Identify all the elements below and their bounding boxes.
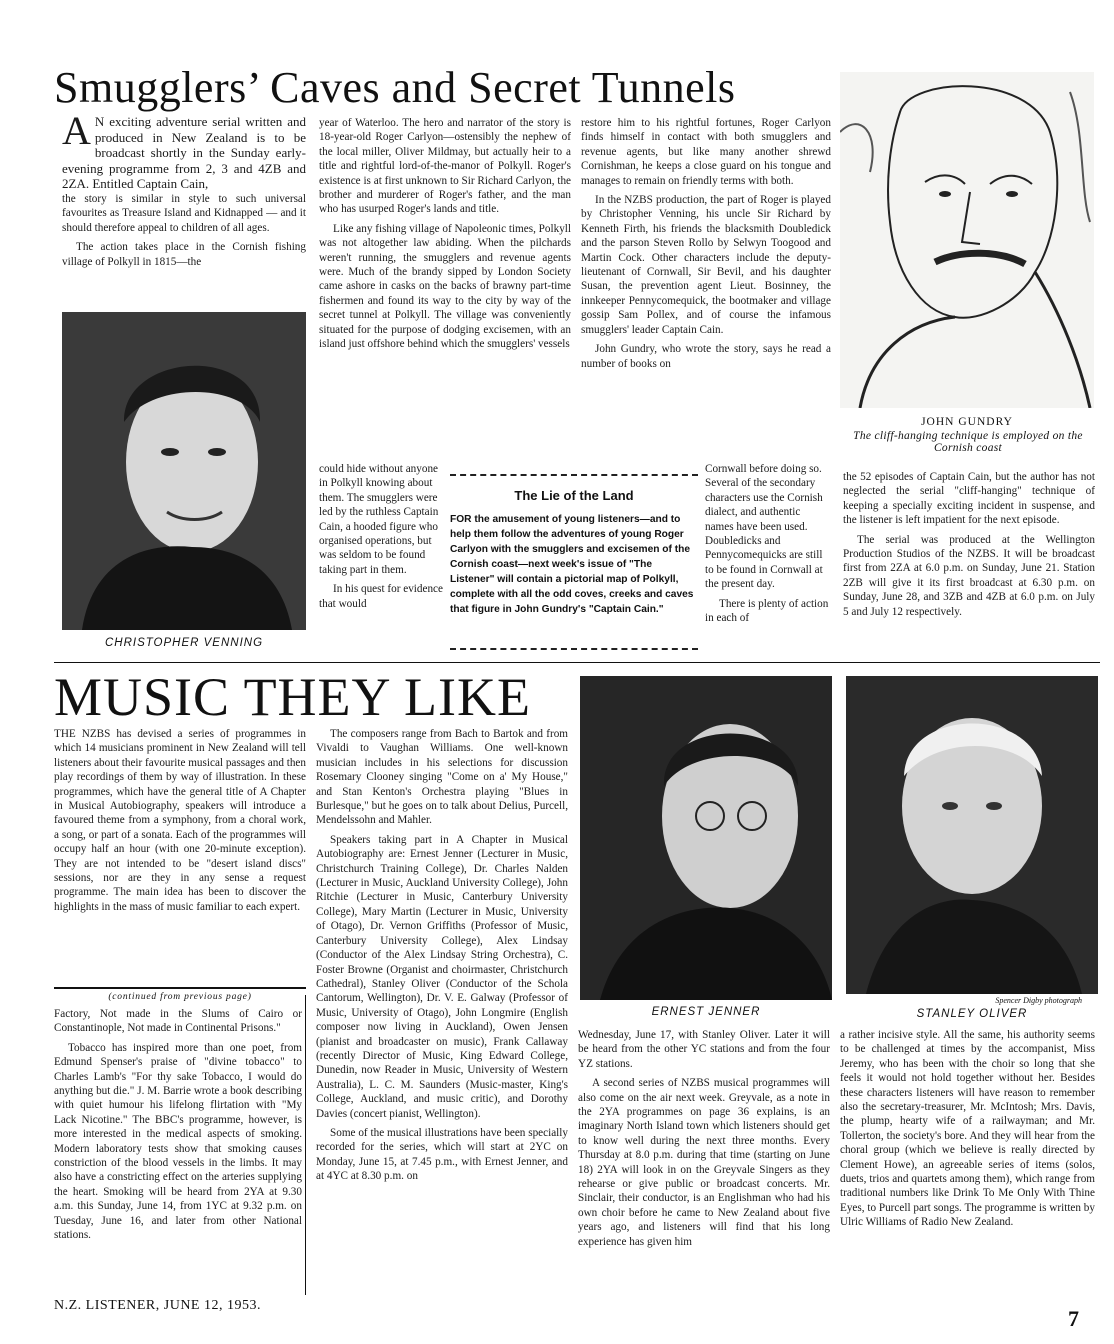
- box-title: The Lie of the Land: [514, 488, 634, 503]
- lead-paragraph: [62, 114, 306, 192]
- ernest-jenner-photo: [580, 676, 832, 1000]
- article1-column-2: [319, 116, 571, 462]
- box-text: FOR the amusement of young listeners—and to help them follow the adventures of young Roger Carlyon with the smugglers and excisemen of the Cornish coast—next week's issue of "The Listener" will contain a pictorial map of Polkyll, complete with all the odd coves, creeks and caves that figure in John Gundry's "Captain Cain.": [450, 513, 694, 615]
- paragraph: Speakers taking part in A Chapter in Musical Autobiography are: Ernest Jenner (Lecturer in Music, Christchurch Training College), Dr. Charles Nalden (Lecturer in Music, Auckland University College), John Ritchie (Lecturer in Music, Canterbury University College), Mary Martin (Lecturer in Music, University of Otago), Dr. Vernon Griffiths (Professor of Music, Canterbury University College), Alex Lindsay (Conductor of the Alex Lindsay String Orchestra), C. Foster Browne (Organist and choirmaster, Christchurch Cathedral), Stanley Oliver (Conductor of the Schola Cantorum, Wellington), Dr. V. E. Galway (Professor of Music, University of Otago), John Longmire (English composer now living in Auckland), Owen Jensen (pianist and broadcaster on music), Frank Callaway (recently Director of Music, King Edward College, Dunedin, now Reader in Music, University of Western Australia), L. C. M. Saunders (Music-master, King's College, Auckland, and music critic), and Dorothy Davies (concert pianist, Wellington).: [316, 833, 568, 1120]
- photo-credit: Spencer Digby photograph: [995, 996, 1082, 1005]
- article2-column-2: [316, 727, 568, 1299]
- paragraph: Tobacco has inspired more than one poet, from Edmund Spenser's praise of "divine tobacco" to Charles Lamb's "For thy sake Tobacco, I would do anything but die." J. M. Barrie wrote a book describing with quiet humour his lifelong flirtation with "My Lack Nicotine." The BBC's programme, however, is more interested in the medical aspects of smoking. Modern laboratory tests show that smoking causes constriction of the blood vessels in the limbs. It may also have a constricting effect on the arteries supplying the heart. Smoking will be heard from 2YA at 9.30 a.m. this Sunday, June 14, from 1YC at 9.32 p.m. on Tuesday, June 16, and later from other National stations.: [54, 1041, 302, 1242]
- page-number: 7: [1068, 1306, 1080, 1331]
- paragraph: The composers range from Bach to Bartok and from Vivaldi to Vaughan Williams. One well-known musician includes in his selections for discussion Rosemary Clooney singing "Come on a' My House," and Stan Kenton's Orchestra playing "Blues in Burlesque," but he goes on to talk about Delius, Purcell, Mendelssohn and Mahler.: [316, 728, 568, 827]
- paragraph: A second series of NZBS musical programmes will also come on the air next week. Greyvale, as a note in the 2YA programmes on page 36 explains, is an imaginary North Island town which listeners should get to know well during the next three months. Every Thursday at 8.0 p.m. during that time (starting on June 18) 2YA will look in on the Greyvale Singers as they rehearse or give public or broadcast concerts. Mr. Sinclair, their conductor, is an Englishman who had his own choir before he came to New Zealand about five years ago, and listeners will find that his long experience has given him: [578, 1077, 830, 1248]
- paragraph: In the NZBS production, the part of Roger is played by Christopher Venning, his uncle Sir Richard by Kenneth Firth, his friends the blacksmith Doubledick and the parson Steven Rollo by Selwyn Toogood and Martin Cock. Other characters include the deputy-lieutenant of Cornwall, Sir Bevil, and his daughter Susan, the prevention agent Lieut. Bosinney, the innkeeper Pennycomequick, the bootmaker and village gossip Sam Pollex, and of course the infamous smugglers' leader Captain Cain.: [581, 194, 831, 336]
- paragraph: the 52 episodes of Captain Cain, but the author has not neglected the serial "cliff-hanging" technique of keeping a specially exciting incident in suspense, and the listener is left impatient for the next episode.: [843, 471, 1095, 527]
- paragraph: There is plenty of action in each of: [705, 597, 829, 625]
- column-divider: [305, 995, 306, 1295]
- paragraph: THE NZBS has devised a series of programmes in which 14 musicians prominent in New Zealand will tell listeners about their favourite musical passages and then play recordings of them by way of illustration. In these programmes, which have the general title of A Chapter in Musical Autobiography, speakers will introduce a favoured theme from a symphony, from a choral work, a song, or part of a sonata. Each of the programmes will occupy half an hour (with one 20-minute exception). They are not intended to be "desert island discs" sessions, nor are they in any sense a request programme. The main idea has been to discover the highlights in the mass of music familiar to each expert.: [54, 728, 306, 913]
- caption-stanley-oliver: STANLEY OLIVER: [916, 1008, 1028, 1020]
- paragraph: Like any fishing village of Napoleonic times, Polkyll was not altogether law abiding. When the pilchards weren't running, the smugglers and revenue agents were. Much of the brandy sipped by London Society came ashore in casks on the backs of brawny part-time fishermen and found its way to the city by way of the secret tunnel at Polkyll. The village was conveniently situated for the purpose of dodging excisemen, with an island just offshore behind which the smugglers' vessels: [319, 222, 571, 351]
- caption-gundry-text: The cliff-hanging technique is employed on the Cornish coast: [853, 430, 1083, 454]
- caption-ernest-jenner: ERNEST JENNER: [651, 1006, 761, 1018]
- article1-column-3: [581, 116, 831, 462]
- john-gundry-portrait: [840, 72, 1094, 408]
- paragraph: Cornwall before doing so. Several of the secondary characters use the Cornish dialect, and authentic names have been used. Doubledicks and Pennycomequicks are still to be found in Cornwall at the present day.: [705, 463, 823, 591]
- portrait-silhouette-icon: [846, 676, 1098, 994]
- article2-column-3: [578, 1028, 830, 1300]
- caption-john-gundry: JOHN GUNDRY: [921, 416, 1013, 428]
- paragraph: Factory, Not made in the Slums of Cairo or Constantinople, Not made in Continental Prisons.": [54, 1008, 302, 1035]
- lie-of-the-land-box: [450, 474, 698, 650]
- drop-cap: A: [62, 114, 91, 153]
- sketch-portrait-icon: [840, 72, 1094, 408]
- christopher-venning-photo: [62, 312, 306, 630]
- paragraph: The action takes place in the Cornish fishing village of Polkyll in 1815—the: [62, 241, 306, 268]
- paragraph: could hide without anyone in Polkyll knowing about them. The smugglers were led by the ruthless Captain Cain, a hooded figure who organised operations, but was seldom to be found taking part in them.: [319, 463, 439, 576]
- continued-label: (continued from previous page): [108, 992, 252, 1002]
- portrait-silhouette-icon: [62, 312, 306, 630]
- paragraph: restore him to his rightful fortunes, Roger Carlyon finds himself in contact with both smugglers and revenue agents, but like many another shrewd Cornishman, he keeps a close guard on his tongue and manages to remain on friendly terms with both.: [581, 117, 831, 187]
- paragraph: Wednesday, June 17, with Stanley Oliver. Later it will be heard from the other YC stations and from the four YZ stations.: [578, 1029, 830, 1070]
- article2-column-4: [840, 1028, 1095, 1300]
- footer-issue-line: N.Z. LISTENER, JUNE 12, 1953.: [54, 1298, 261, 1313]
- article-title-smugglers: Smugglers’ Caves and Secret Tunnels: [54, 63, 736, 112]
- article-title-music-they-like: MUSIC THEY LIKE: [54, 667, 531, 727]
- article1-column-4: [843, 470, 1095, 656]
- article2-column-1: [54, 727, 306, 981]
- article1-column-3-tail: [705, 462, 831, 654]
- paragraph: In his quest for evidence that would: [319, 583, 443, 610]
- article1-column-1: [62, 114, 306, 310]
- paragraph: year of Waterloo. The hero and narrator of the story is 18-year-old Roger Carlyon—ostensibly the nephew of the local miller, Oliver Mildmay, but actually heir to a title and rightful lord-of-the-manor of Polkyll. Roger's existence is at first unknown to Sir Richard Carlyon, the brother and murderer of Roger's father, and the man who has usurped Roger's lands and title.: [319, 117, 571, 216]
- article1-column-2-tail: [319, 462, 444, 654]
- continued-rule: [54, 987, 306, 989]
- portrait-silhouette-icon: [580, 676, 832, 1000]
- continued-column: [54, 1007, 302, 1297]
- lead-text: N exciting adventure serial written and produced in New Zealand is to be broadcast shortly in the Sunday early-evening programme from 2, 3 and 4ZB and 2ZA. Entitled Captain Cain,: [62, 114, 306, 192]
- section-divider: [54, 662, 1100, 663]
- paragraph: the story is similar in style to such universal favourites as Treasure Island and Kidnapped — and it should therefore appeal to children of all ages.: [62, 192, 306, 234]
- paragraph: a rather incisive style. All the same, his authority seems to be challenged at times by the accompanist, Miss Jeremy, who has been with the choir so long that she feels it would not hold together without her. Besides these characters listeners will have reason to remember also the secretary-treasurer, Mr. McIntosh; Mrs. Davis, the plump, hearty wife of a railwayman; and Mr. Tollerton, the society's bore. And they will hear from the choral group (which we believe is really directed by Clement Howe), an agreeable series of items (solos, duets, trios and quartets among them), which range from traditional numbers like Drink To Me Only With Thine Eyes, to Purcell part songs. The programme is written by Ulric Williams of Radio New Zealand.: [840, 1029, 1095, 1229]
- paragraph: Some of the musical illustrations have been specially recorded for the series, which will start at 2YC on Monday, June 15, at 7.45 p.m., with Ernest Jenner, and at 4YC at 8.30 p.m. on: [316, 1126, 568, 1183]
- caption-christopher-venning: CHRISTOPHER VENNING: [104, 637, 264, 649]
- stanley-oliver-photo: [846, 676, 1098, 994]
- paragraph: John Gundry, who wrote the story, says he read a number of books on: [581, 343, 831, 370]
- paragraph: The serial was produced at the Wellington Production Studios of the NZBS. It will be broadcast first from 2ZA at 6.0 p.m. on Sunday, June 21. Station 2ZB will give it its first broadcast at 6.30 p.m. on Sunday, June 28, and 3ZB and 4ZB at 6.0 p.m. on July 5 and July 12 respectively.: [843, 533, 1095, 618]
